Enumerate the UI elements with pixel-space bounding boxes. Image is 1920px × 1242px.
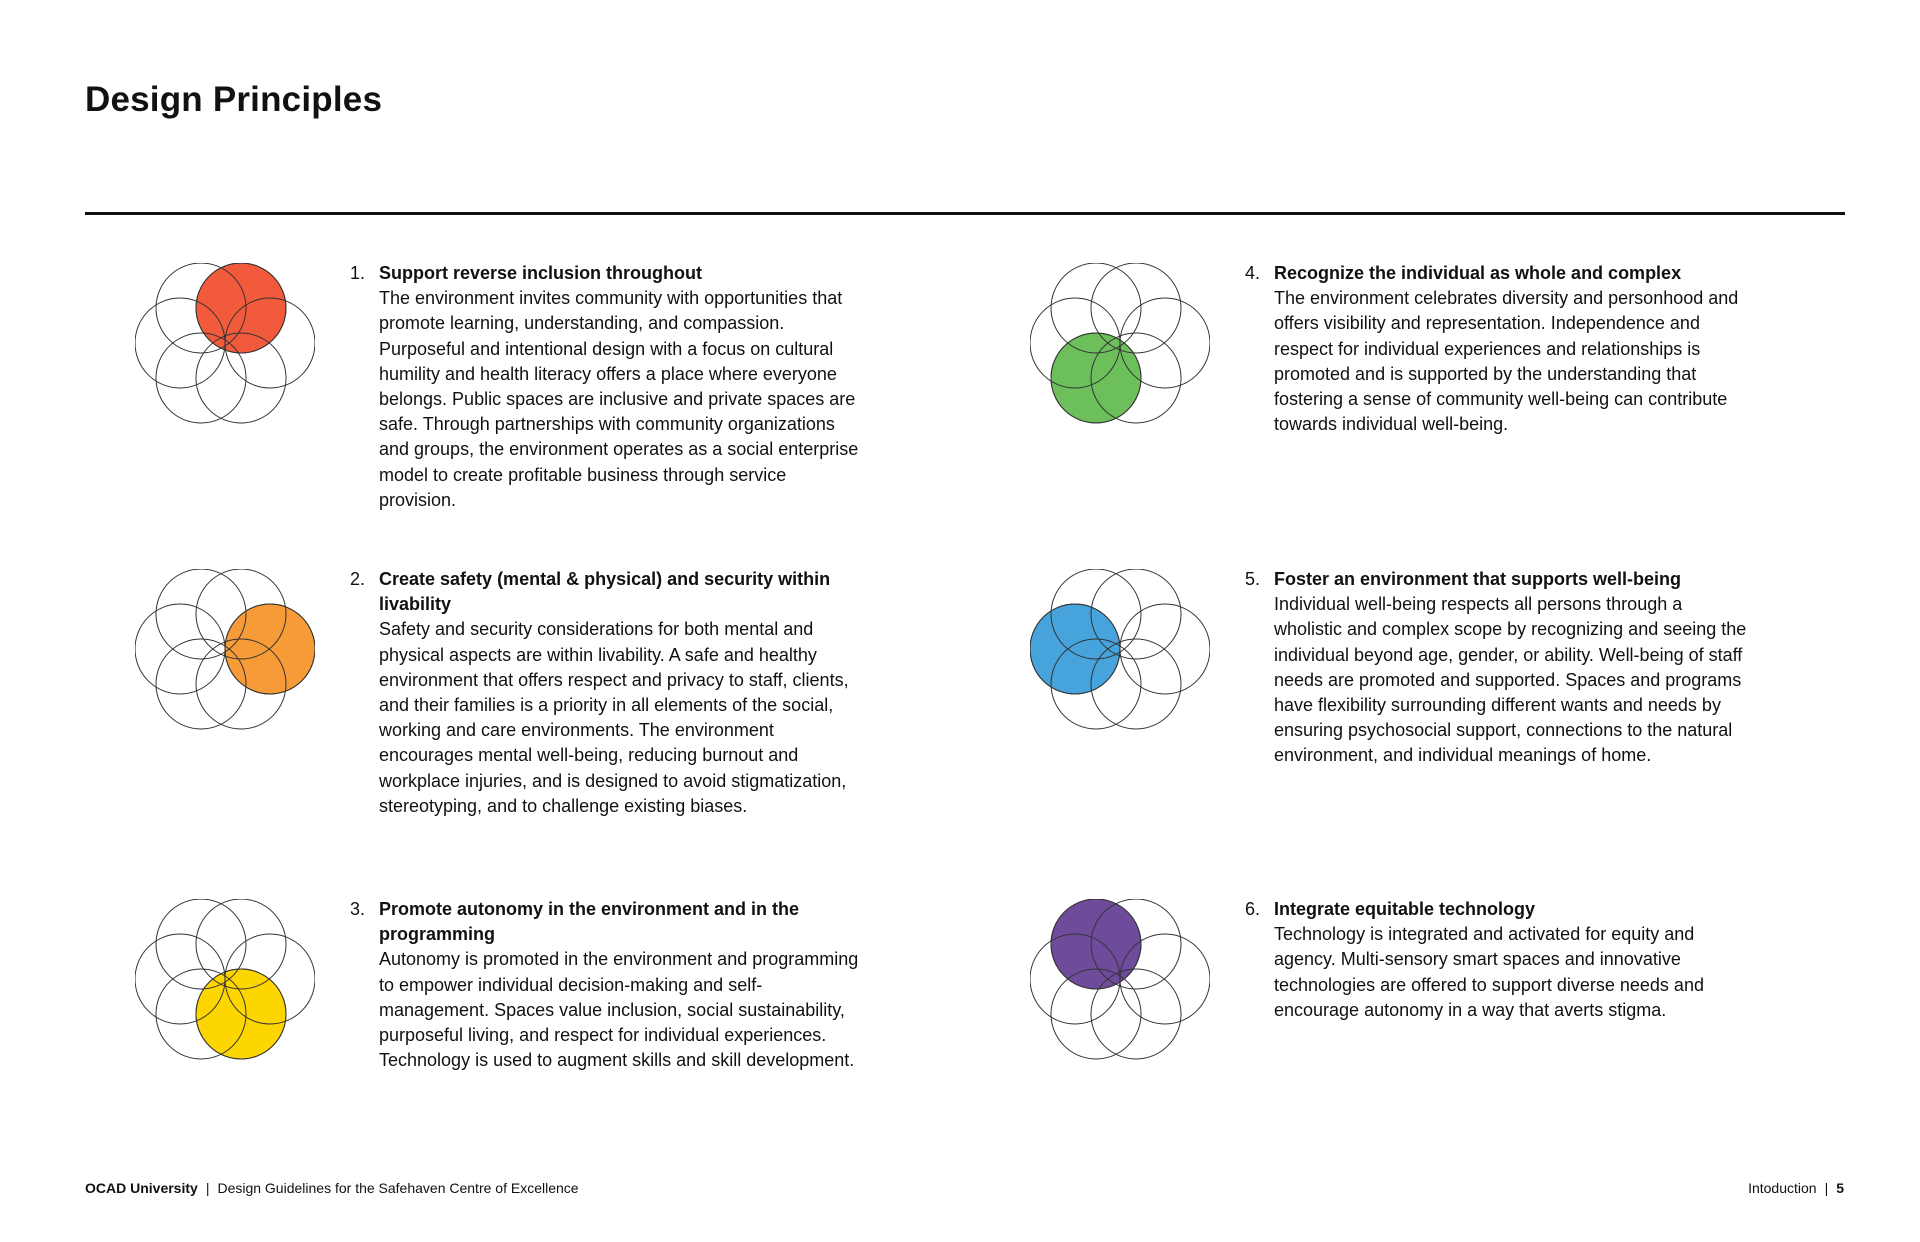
overlapping-circles-icon: [135, 569, 315, 749]
principle-heading: Create safety (mental & physical) and security within livability: [379, 569, 831, 615]
overlapping-circles-icon: [135, 263, 315, 443]
principle-body: Technology is integrated and activated for equity and agency. Multi-sensory smart spaces and innovative technologies are offered to support diverse needs and encourage autonomy in a way that averts stigma.: [1274, 924, 1704, 1020]
page-title: Design Principles: [85, 80, 383, 119]
principle-number: 5.: [1245, 569, 1261, 589]
principle-heading: Integrate equitable technology: [1274, 899, 1536, 919]
principle-number: 6.: [1245, 899, 1261, 919]
principle-heading: Support reverse inclusion throughout: [379, 263, 703, 283]
principle-text: [379, 261, 859, 513]
overlapping-circles-icon: [1030, 569, 1210, 749]
overlapping-circles-icon: [135, 899, 315, 1079]
principle-text: [379, 567, 859, 819]
principle-number: 3.: [350, 899, 366, 919]
principle-heading: Foster an environment that supports well-being: [1274, 569, 1682, 589]
principle-number: 2.: [350, 569, 366, 589]
overlapping-circles-icon: [1030, 899, 1210, 1079]
principle-body: Safety and security considerations for both mental and physical aspects are within livability. A safe and healthy environment that offers respect and privacy to staff, clients, and their families is a priority in all elements of the social, working and care environments. The environment encourages mental well-being, reducing burnout and workplace injuries, and is designed to avoid stigmatization, stereotyping, and to challenge existing biases.: [379, 619, 849, 816]
principle-heading: Promote autonomy in the environment and in the programming: [379, 899, 800, 945]
footer-right: [1748, 1179, 1844, 1197]
principle-text: [1274, 261, 1754, 437]
principle-body: Autonomy is promoted in the environment and programming to empower individual decision-making and self-management. Spaces value inclusion, social sustainability, purposeful living, and respect for individual experiences. Technology is used to augment skills and skill development.: [379, 949, 859, 1071]
principle-number: 4.: [1245, 263, 1261, 283]
principle-number: 1.: [350, 263, 366, 283]
footer-doc-title: Design Guidelines for the Safehaven Centre of Excellence: [217, 1180, 579, 1196]
principle-body: The environment invites community with opportunities that promote learning, understanding, and compassion. Purposeful and intentional design with a focus on cultural humility and health literacy offers a place where everyone belongs. Public spaces are inclusive and private spaces are safe. Through partnerships with community organizations and groups, the environment operates as a social enterprise model to create profitable business through service provision.: [379, 288, 859, 510]
footer-left: [85, 1179, 579, 1197]
footer-section: Intoduction: [1748, 1180, 1817, 1196]
footer-separator: |: [1824, 1180, 1829, 1196]
header-divider: [85, 212, 1845, 215]
principle-body: Individual well-being respects all persons through a wholistic and complex scope by recognizing and seeing the individual beyond age, gender, or ability. Well-being of staff needs are promoted and supported. Spaces and programs have flexibility surrounding different wants and needs by ensuring psychosocial support, connections to the natural environment, and individual meanings of home.: [1274, 594, 1747, 766]
overlapping-circles-icon: [1030, 263, 1210, 443]
page-number: 5: [1836, 1180, 1844, 1196]
footer-separator: |: [205, 1180, 210, 1196]
principle-text: [1274, 567, 1754, 769]
principle-text: [379, 897, 859, 1073]
principle-text: [1274, 897, 1754, 1023]
principle-body: The environment celebrates diversity and personhood and offers visibility and representation. Independence and respect for individual experiences and relationships is promoted and is supported by the understanding that fostering a sense of community well-being can contribute towards individual well-being.: [1274, 288, 1739, 435]
principle-heading: Recognize the individual as whole and complex: [1274, 263, 1682, 283]
footer-org: OCAD University: [85, 1180, 198, 1196]
